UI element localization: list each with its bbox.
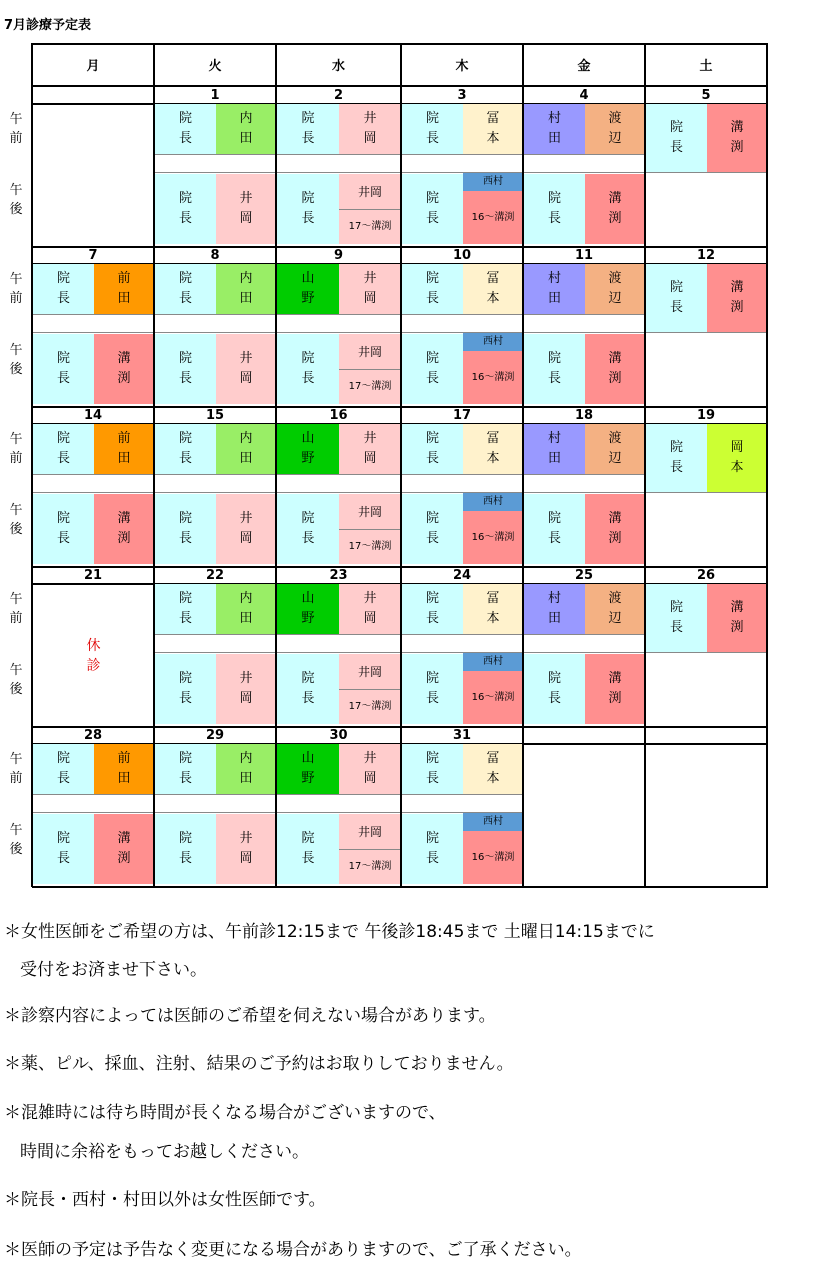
doctor-cell: 溝 渕: [585, 654, 645, 724]
doctor-cell: 院 長: [277, 104, 339, 154]
doctor-cell: 院 長: [402, 584, 463, 634]
doctor-cell: 院 長: [402, 104, 463, 154]
grid-line: [33, 332, 154, 333]
doctor-cell: 16～溝渕: [463, 191, 523, 244]
doctor-cell: 院 長: [646, 424, 707, 492]
date-label: [645, 727, 767, 744]
doctor-cell: 院 長: [402, 744, 463, 794]
doctor-cell: 16～溝渕: [463, 671, 523, 724]
pm-label: 午 後: [9, 663, 23, 697]
date-label: 19: [696, 408, 716, 423]
date-label: 9: [333, 248, 344, 263]
doctor-cell: 井岡: [339, 174, 401, 209]
grid-line: [155, 332, 276, 333]
grid-line: [402, 634, 523, 635]
grid-line: [155, 154, 276, 155]
date-label: 12: [696, 248, 716, 263]
doctor-cell: 冨 本: [463, 104, 523, 154]
note-line: ＊混雑時には待ち時間が長くなる場合がございますので、: [4, 1103, 446, 1123]
note-line: ＊女性医師をご希望の方は、午前診12:15まで 午後診18:45まで 土曜日14:15までに: [4, 922, 655, 942]
grid-line: [339, 689, 401, 690]
doctor-cell: 渡 辺: [585, 584, 645, 634]
date-label: 3: [457, 88, 467, 103]
column-border: [644, 43, 646, 887]
grid-line: [402, 794, 523, 795]
doctor-cell: 冨 本: [463, 264, 523, 314]
note-line: ＊薬、ピル、採血、注射、結果のご予約はお取りしておりません。: [4, 1054, 514, 1074]
pm-label: 午 後: [9, 823, 23, 857]
doctor-cell: 西村: [463, 493, 523, 511]
grid-line: [339, 529, 401, 530]
doctor-cell: 村 田: [524, 584, 585, 634]
date-label: 5: [701, 88, 711, 103]
grid-line: [277, 172, 401, 173]
pm-label: 午 後: [9, 343, 23, 377]
grid-line: [402, 474, 523, 475]
doctor-cell: 溝 渕: [94, 814, 154, 884]
doctor-cell: 渡 辺: [585, 264, 645, 314]
doctor-cell: 院 長: [524, 494, 585, 564]
note-line: 受付をお済ませ下さい。: [20, 960, 207, 980]
weekday-header: 火: [208, 59, 222, 74]
grid-line: [277, 634, 401, 635]
doctor-cell: 院 長: [33, 814, 94, 884]
doctor-cell: 院 長: [524, 174, 585, 244]
doctor-cell: 井 岡: [216, 334, 276, 404]
doctor-cell: 院 長: [33, 334, 94, 404]
doctor-cell: 院 長: [155, 584, 216, 634]
doctor-cell: 渡 辺: [585, 104, 645, 154]
column-border: [31, 43, 33, 887]
doctor-cell: 村 田: [524, 104, 585, 154]
doctor-cell: 院 長: [402, 814, 463, 884]
doctor-cell: 西村: [463, 813, 523, 831]
weekday-header: 水: [331, 59, 345, 74]
doctor-cell: 院 長: [33, 424, 94, 474]
date-label: 25: [574, 568, 594, 583]
am-label: 午 前: [9, 592, 23, 626]
doctor-cell: 前 田: [94, 744, 154, 794]
date-label: 14: [83, 408, 103, 423]
grid-line: [33, 492, 154, 493]
closed-label: 休 診: [86, 638, 101, 674]
doctor-cell: 院 長: [524, 654, 585, 724]
date-label: 17: [452, 408, 472, 423]
date-label: 21: [83, 568, 103, 583]
am-label: 午 前: [9, 272, 23, 306]
doctor-cell: 西村: [463, 173, 523, 191]
doctor-cell: 内 田: [216, 744, 276, 794]
grid-line: [524, 652, 645, 653]
doctor-cell: 院 長: [277, 654, 339, 724]
doctor-cell: 井 岡: [216, 174, 276, 244]
date-label: 16: [329, 408, 348, 423]
date-label: 1: [210, 88, 220, 103]
date-label: [523, 727, 645, 744]
grid-line: [402, 314, 523, 315]
doctor-cell: 溝 渕: [707, 104, 767, 172]
grid-line: [339, 849, 401, 850]
page-title: 7月診療予定表: [4, 18, 92, 33]
doctor-cell: 院 長: [277, 814, 339, 884]
grid-line: [277, 154, 401, 155]
grid-line: [277, 314, 401, 315]
doctor-cell: 院 長: [33, 744, 94, 794]
doctor-cell: 院 長: [155, 174, 216, 244]
date-label: 2: [333, 88, 344, 103]
grid-line: [524, 314, 645, 315]
doctor-cell: 院 長: [277, 174, 339, 244]
doctor-cell: 院 長: [402, 174, 463, 244]
date-label: [32, 87, 154, 104]
doctor-cell: 井 岡: [339, 584, 401, 634]
doctor-cell: 院 長: [155, 494, 216, 564]
date-label: 26: [696, 568, 716, 583]
grid-line: [524, 474, 645, 475]
doctor-cell: 院 長: [155, 654, 216, 724]
doctor-cell: 井岡: [339, 654, 401, 689]
doctor-cell: 院 長: [402, 424, 463, 474]
grid-line: [33, 474, 154, 475]
doctor-cell: 西村: [463, 333, 523, 351]
grid-line: [155, 172, 276, 173]
doctor-cell: 院 長: [646, 264, 707, 332]
doctor-cell: 井岡: [339, 814, 401, 849]
doctor-cell: 17～溝渕: [339, 369, 401, 404]
date-label: 23: [329, 568, 348, 583]
grid-line: [646, 172, 767, 173]
doctor-cell: 院 長: [402, 334, 463, 404]
doctor-cell: 院 長: [155, 814, 216, 884]
doctor-cell: 院 長: [155, 424, 216, 474]
doctor-cell: 溝 渕: [94, 494, 154, 564]
am-label: 午 前: [9, 112, 23, 146]
note-line: ＊医師の予定は予告なく変更になる場合がありますので、ご了承ください。: [4, 1240, 582, 1260]
grid-line: [646, 652, 767, 653]
am-label: 午 前: [9, 432, 23, 466]
doctor-cell: 溝 渕: [585, 494, 645, 564]
doctor-cell: 院 長: [155, 744, 216, 794]
doctor-cell: 前 田: [94, 264, 154, 314]
date-label: 15: [205, 408, 225, 423]
doctor-cell: 院 長: [155, 334, 216, 404]
doctor-cell: 西村: [463, 653, 523, 671]
grid-line: [155, 634, 276, 635]
date-label: 22: [205, 568, 225, 583]
note-line: ＊院長・西村・村田以外は女性医師です。: [4, 1190, 326, 1210]
date-label: 31: [452, 728, 472, 743]
grid-line: [277, 492, 401, 493]
grid-line: [155, 794, 276, 795]
grid-line: [646, 332, 767, 333]
grid-line: [277, 812, 401, 813]
date-label: 11: [574, 248, 594, 263]
doctor-cell: 山 野: [277, 584, 339, 634]
doctor-cell: 山 野: [277, 264, 339, 314]
date-label: 8: [210, 248, 220, 263]
column-border: [522, 43, 524, 887]
doctor-cell: 院 長: [155, 264, 216, 314]
doctor-cell: 溝 渕: [585, 174, 645, 244]
grid-line: [339, 369, 401, 370]
column-border: [153, 43, 155, 887]
date-label: 29: [205, 728, 225, 743]
column-border: [400, 43, 402, 887]
grid-line: [155, 492, 276, 493]
doctor-cell: 村 田: [524, 264, 585, 314]
doctor-cell: 院 長: [155, 104, 216, 154]
grid-line: [33, 314, 154, 315]
date-label: 24: [452, 568, 472, 583]
doctor-cell: 井 岡: [339, 744, 401, 794]
grid-line: [339, 209, 401, 210]
am-label: 午 前: [9, 752, 23, 786]
grid-line: [646, 492, 767, 493]
doctor-cell: 院 長: [277, 334, 339, 404]
doctor-cell: 17～溝渕: [339, 529, 401, 564]
doctor-cell: 17～溝渕: [339, 849, 401, 884]
doctor-cell: 院 長: [402, 264, 463, 314]
doctor-cell: 内 田: [216, 264, 276, 314]
weekday-header: 木: [455, 59, 469, 74]
doctor-cell: 16～溝渕: [463, 511, 523, 564]
date-label: 28: [83, 728, 103, 743]
doctor-cell: 院 長: [33, 494, 94, 564]
doctor-cell: 冨 本: [463, 744, 523, 794]
doctor-cell: 井 岡: [339, 424, 401, 474]
grid-line: [33, 794, 154, 795]
note-line: ＊診察内容によっては医師のご希望を伺えない場合があります。: [4, 1006, 496, 1026]
doctor-cell: 院 長: [646, 104, 707, 172]
grid-line: [524, 634, 645, 635]
doctor-cell: 村 田: [524, 424, 585, 474]
date-label: 18: [574, 408, 594, 423]
grid-line: [33, 812, 154, 813]
weekday-header: 月: [86, 59, 100, 74]
doctor-cell: 井 岡: [339, 264, 401, 314]
doctor-cell: 溝 渕: [94, 334, 154, 404]
doctor-cell: 内 田: [216, 104, 276, 154]
doctor-cell: 院 長: [277, 494, 339, 564]
doctor-cell: 井岡: [339, 334, 401, 369]
doctor-cell: 溝 渕: [585, 334, 645, 404]
doctor-cell: 山 野: [277, 744, 339, 794]
doctor-cell: 院 長: [402, 494, 463, 564]
grid-line: [277, 332, 401, 333]
grid-line: [155, 474, 276, 475]
date-label: 10: [452, 248, 472, 263]
grid-line: [524, 172, 645, 173]
pm-label: 午 後: [9, 503, 23, 537]
doctor-cell: 院 長: [33, 264, 94, 314]
grid-line: [155, 314, 276, 315]
doctor-cell: 内 田: [216, 584, 276, 634]
grid-line: [155, 812, 276, 813]
date-label: 7: [88, 248, 98, 263]
doctor-cell: 院 長: [524, 334, 585, 404]
doctor-cell: 17～溝渕: [339, 209, 401, 244]
doctor-cell: 井岡: [339, 494, 401, 529]
grid-line: [155, 652, 276, 653]
date-label: 4: [579, 88, 589, 103]
weekday-header: 土: [699, 59, 713, 74]
doctor-cell: 冨 本: [463, 584, 523, 634]
grid-line: [524, 492, 645, 493]
grid-line: [524, 154, 645, 155]
grid-line: [277, 474, 401, 475]
doctor-cell: 井 岡: [216, 814, 276, 884]
doctor-cell: 17～溝渕: [339, 689, 401, 724]
grid-line: [524, 332, 645, 333]
doctor-cell: 院 長: [646, 584, 707, 652]
doctor-cell: 井 岡: [216, 494, 276, 564]
doctor-cell: 溝 渕: [707, 264, 767, 332]
column-border: [766, 43, 768, 887]
doctor-cell: 内 田: [216, 424, 276, 474]
doctor-cell: 山 野: [277, 424, 339, 474]
grid-line: [277, 652, 401, 653]
doctor-cell: 院 長: [402, 654, 463, 724]
doctor-cell: 井 岡: [216, 654, 276, 724]
grid-line: [402, 154, 523, 155]
pm-label: 午 後: [9, 183, 23, 217]
date-label: 30: [329, 728, 348, 743]
column-border: [275, 43, 277, 887]
doctor-cell: 渡 辺: [585, 424, 645, 474]
doctor-cell: 岡 本: [707, 424, 767, 492]
note-line: 時間に余裕をもってお越しください。: [20, 1142, 309, 1162]
doctor-cell: 16～溝渕: [463, 351, 523, 404]
doctor-cell: 16～溝渕: [463, 831, 523, 884]
doctor-cell: 冨 本: [463, 424, 523, 474]
doctor-cell: 溝 渕: [707, 584, 767, 652]
grid-line: [277, 794, 401, 795]
doctor-cell: 前 田: [94, 424, 154, 474]
doctor-cell: 井 岡: [339, 104, 401, 154]
weekday-header: 金: [577, 59, 591, 74]
